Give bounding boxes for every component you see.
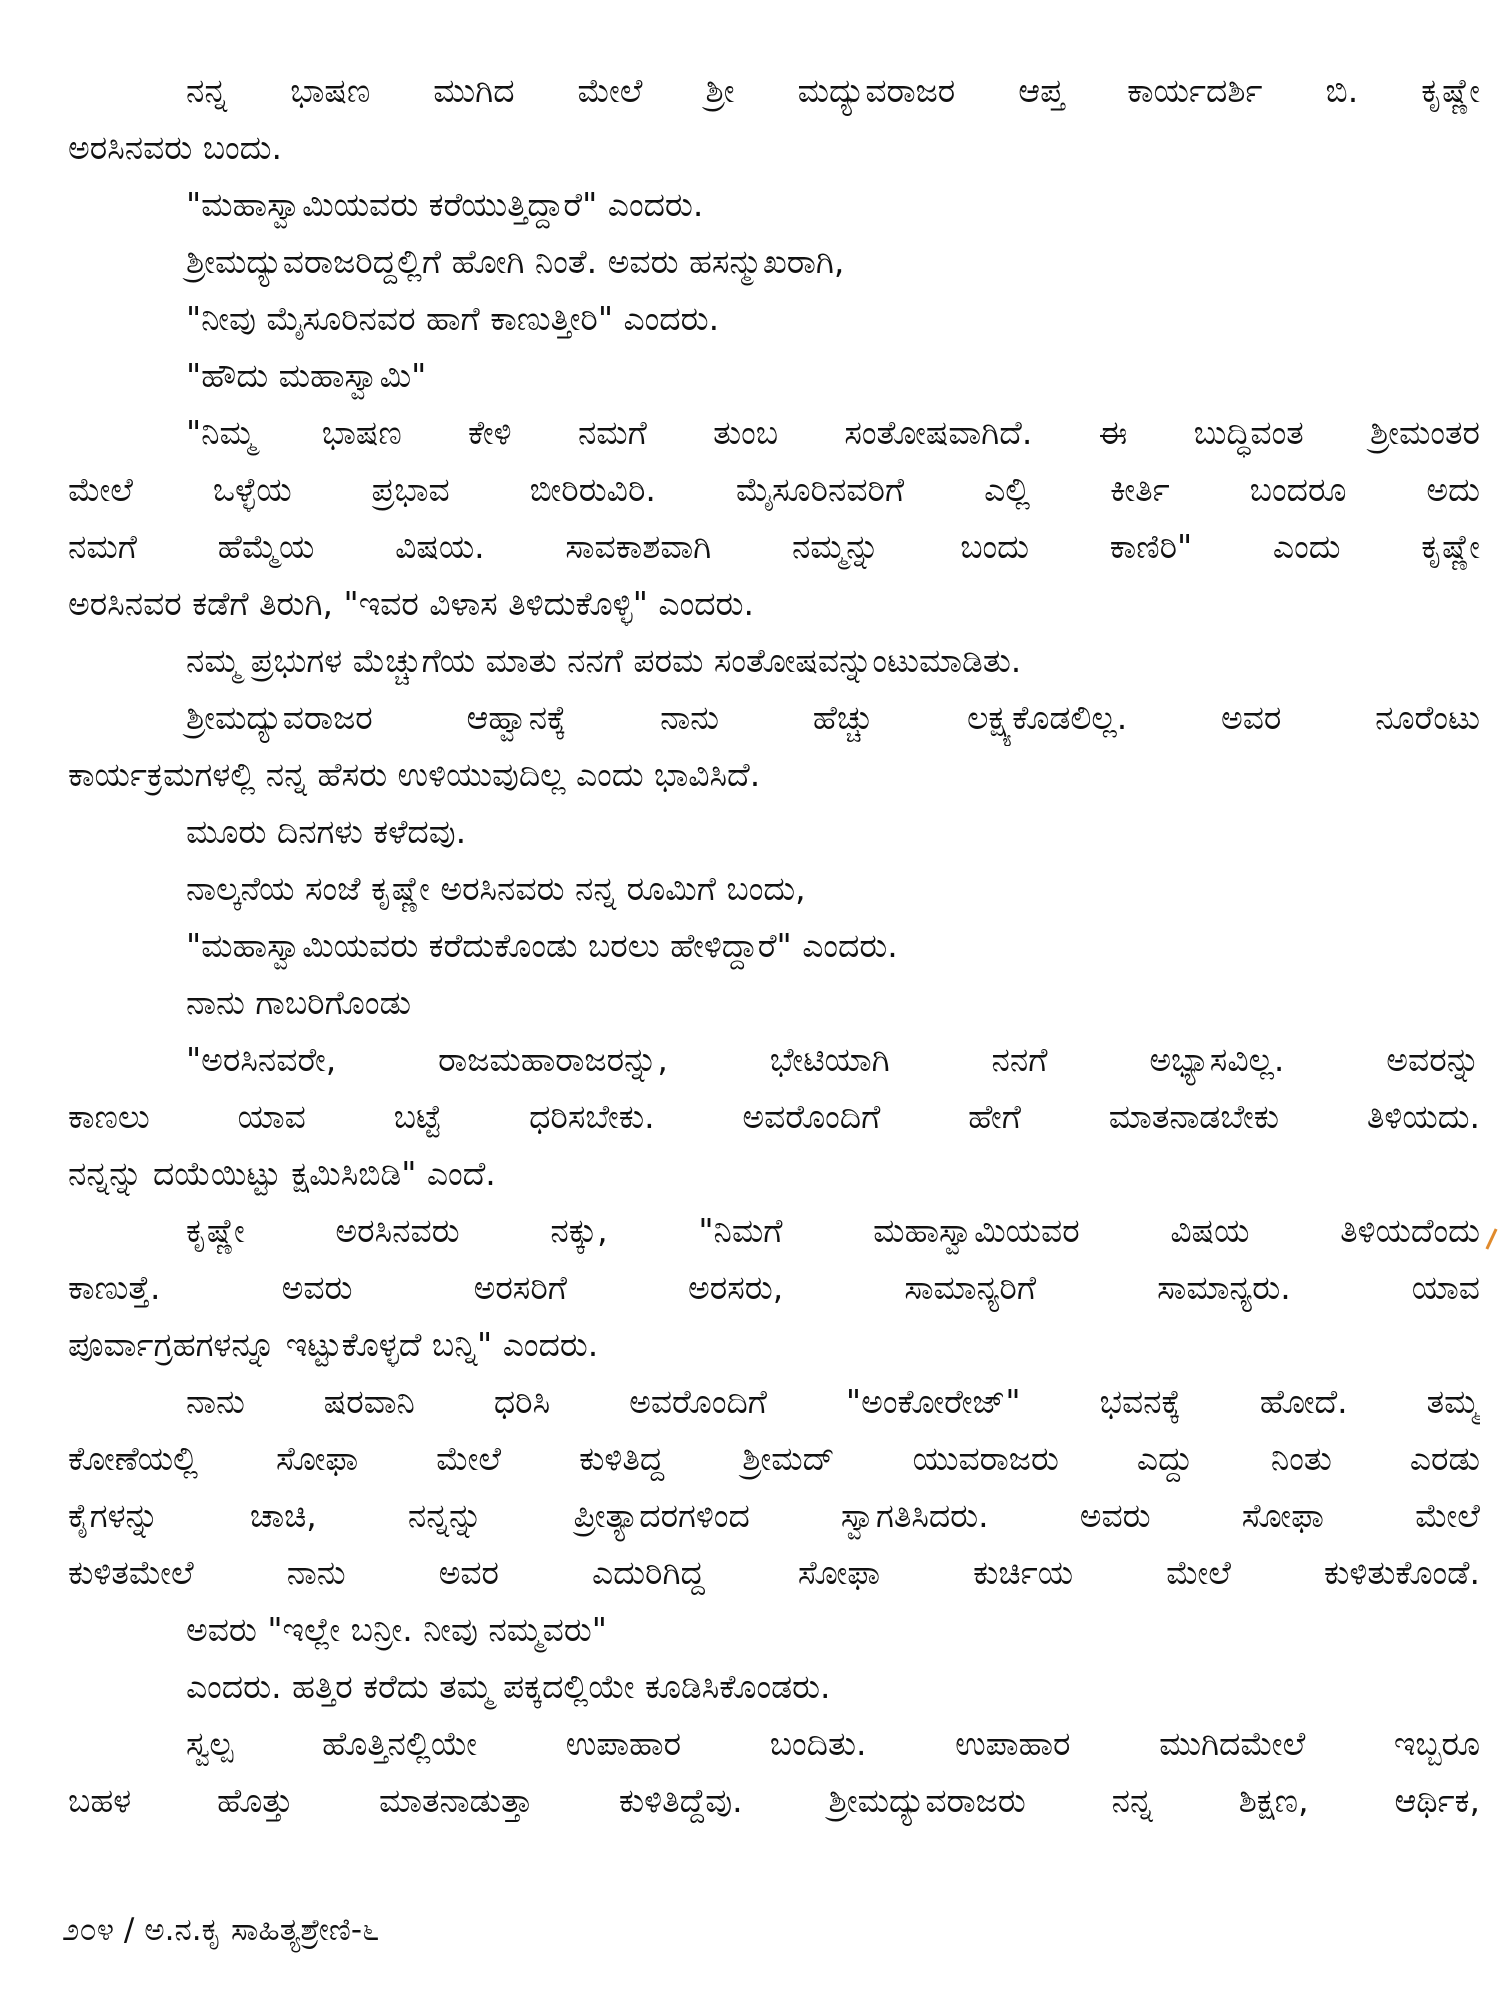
text-line: ನಮ್ಮ ಪ್ರಭುಗಳ ಮೆಚ್ಚುಗೆಯ ಮಾತು ನನಗೆ ಪರಮ ಸಂತೋಷವನ್ನುಂಟುಮಾಡಿತು. — [186, 641, 1022, 680]
text-line: ಕೋಣೆಯಲ್ಲಿ ಸೋಫಾ ಮೇಲೆ ಕುಳಿತಿದ್ದ ಶ್ರೀಮದ್ ಯುವರಾಜರು ಎದ್ದು ನಿಂತು ಎರಡು — [68, 1439, 1480, 1478]
text-line: ನನ್ನನ್ನು ದಯೆಯಿಟ್ಟು ಕ್ಷಮಿಸಿಬಿಡಿ" ಎಂದೆ. — [68, 1154, 496, 1193]
text-line: ಶ್ರೀಮದ್ಯುವರಾಜರಿದ್ದಲ್ಲಿಗೆ ಹೋಗಿ ನಿಂತೆ. ಅವರು ಹಸನ್ಮುಖರಾಗಿ, — [186, 242, 845, 281]
text-line: ಪೂರ್ವಾಗ್ರಹಗಳನ್ನೂ ಇಟ್ಟುಕೊಳ್ಳದೆ ಬನ್ನಿ" ಎಂದರು. — [68, 1325, 599, 1364]
text-line: ಶ್ರೀಮದ್ಯುವರಾಜರ ಆಹ್ವಾನಕ್ಕೆ ನಾನು ಹೆಚ್ಚು ಲಕ್ಷ್ಯಕೊಡಲಿಲ್ಲ. ಅವರ ನೂರೆಂಟು — [186, 698, 1480, 737]
text-line: ಸ್ವಲ್ಪ ಹೊತ್ತಿನಲ್ಲಿಯೇ ಉಪಾಹಾರ ಬಂದಿತು. ಉಪಾಹಾರ ಮುಗಿದಮೇಲೆ ಇಬ್ಬರೂ — [186, 1724, 1480, 1763]
text-line: ಕಾಣಲು ಯಾವ ಬಟ್ಟೆ ಧರಿಸಬೇಕು. ಅವರೊಂದಿಗೆ ಹೇಗೆ ಮಾತನಾಡಬೇಕು ತಿಳಿಯದು. — [68, 1097, 1480, 1136]
text-line: ಅರಸಿನವರು ಬಂದು. — [68, 128, 282, 167]
text-line: ಬಹಳ ಹೊತ್ತು ಮಾತನಾಡುತ್ತಾ ಕುಳಿತಿದ್ದೆವು. ಶ್ರೀಮದ್ಯುವರಾಜರು ನನ್ನ ಶಿಕ್ಷಣ, ಆರ್ಥಿಕ, — [68, 1781, 1480, 1820]
text-line: ಮೂರು ದಿನಗಳು ಕಳೆದವು. — [186, 812, 467, 851]
text-line: "ನೀವು ಮೈಸೂರಿನವರ ಹಾಗೆ ಕಾಣುತ್ತೀರಿ" ಎಂದರು. — [186, 299, 720, 338]
text-line: ಕೃಷ್ಣೇ ಅರಸಿನವರು ನಕ್ಕು, "ನಿಮಗೆ ಮಹಾಸ್ವಾಮಿಯವರ ವಿಷಯ ತಿಳಿಯದೆಂದು — [186, 1211, 1480, 1250]
text-line: ನಾನು ಷರವಾನಿ ಧರಿಸಿ ಅವರೊಂದಿಗೆ "ಅಂಕೋರೇಜ್" ಭವನಕ್ಕೆ ಹೋದೆ. ತಮ್ಮ — [186, 1382, 1480, 1421]
text-line: ನನ್ನ ಭಾಷಣ ಮುಗಿದ ಮೇಲೆ ಶ್ರೀ ಮದ್ಯುವರಾಜರ ಆಪ್ತ ಕಾರ್ಯದರ್ಶಿ ಬಿ. ಕೃಷ್ಣೇ — [186, 71, 1480, 110]
text-line: ಕೈಗಳನ್ನು ಚಾಚಿ, ನನ್ನನ್ನು ಪ್ರೀತ್ಯಾದರಗಳಿಂದ ಸ್ವಾಗತಿಸಿದರು. ಅವರು ಸೋಫಾ ಮೇಲೆ — [68, 1496, 1480, 1535]
text-line: ನಾನು ಗಾಬರಿಗೊಂಡು — [186, 983, 411, 1022]
text-line: ಕುಳಿತಮೇಲೆ ನಾನು ಅವರ ಎದುರಿಗಿದ್ದ ಸೋಫಾ ಕುರ್ಚಿಯ ಮೇಲೆ ಕುಳಿತುಕೊಂಡೆ. — [68, 1553, 1480, 1592]
scan-edge-mark — [1485, 1228, 1497, 1249]
text-line: ಮೇಲೆ ಒಳ್ಳೆಯ ಪ್ರಭಾವ ಬೀರಿರುವಿರಿ. ಮೈಸೂರಿನವರಿಗೆ ಎಲ್ಲಿ ಕೀರ್ತಿ ಬಂದರೂ ಅದು — [68, 470, 1480, 509]
text-line: ನಾಲ್ಕನೆಯ ಸಂಜೆ ಕೃಷ್ಣೇ ಅರಸಿನವರು ನನ್ನ ರೂಮಿಗೆ ಬಂದು, — [186, 869, 806, 908]
page-footer: ೨೦೪ / ಅ.ನ.ಕೃ ಸಾಹಿತ್ಯಶ್ರೇಣಿ-೬ — [62, 1912, 380, 1948]
text-line: ಕಾಣುತ್ತೆ. ಅವರು ಅರಸರಿಗೆ ಅರಸರು, ಸಾಮಾನ್ಯರಿಗೆ ಸಾಮಾನ್ಯರು. ಯಾವ — [68, 1268, 1480, 1307]
text-line: ಎಂದರು. ಹತ್ತಿರ ಕರೆದು ತಮ್ಮ ಪಕ್ಕದಲ್ಲಿಯೇ ಕೂಡಿಸಿಕೊಂಡರು. — [186, 1667, 831, 1706]
text-line: "ಅರಸಿನವರೇ, ರಾಜಮಹಾರಾಜರನ್ನು, ಭೇಟಿಯಾಗಿ ನನಗೆ ಅಭ್ಯಾಸವಿಲ್ಲ. ಅವರನ್ನು — [186, 1040, 1480, 1079]
text-line: ಅವರು "ಇಲ್ಲೇ ಬನ್ರೀ. ನೀವು ನಮ್ಮವರು" — [186, 1610, 607, 1649]
text-line: ನಮಗೆ ಹೆಮ್ಮೆಯ ವಿಷಯ. ಸಾವಕಾಶವಾಗಿ ನಮ್ಮನ್ನು ಬಂದು ಕಾಣಿರಿ" ಎಂದು ಕೃಷ್ಣೇ — [68, 527, 1480, 566]
text-line: "ಮಹಾಸ್ವಾಮಿಯವರು ಕರೆಯುತ್ತಿದ್ದಾರೆ" ಎಂದರು. — [186, 185, 704, 224]
text-line: "ಮಹಾಸ್ವಾಮಿಯವರು ಕರೆದುಕೊಂಡು ಬರಲು ಹೇಳಿದ್ದಾರೆ" ಎಂದರು. — [186, 926, 898, 965]
text-line: "ಹೌದು ಮಹಾಸ್ವಾಮಿ" — [186, 356, 427, 395]
text-line: "ನಿಮ್ಮ ಭಾಷಣ ಕೇಳಿ ನಮಗೆ ತುಂಬ ಸಂತೋಷವಾಗಿದೆ. ಈ ಬುದ್ಧಿವಂತ ಶ್ರೀಮಂತರ — [186, 413, 1480, 452]
text-line: ಕಾರ್ಯಕ್ರಮಗಳಲ್ಲಿ ನನ್ನ ಹೆಸರು ಉಳಿಯುವುದಿಲ್ಲ ಎಂದು ಭಾವಿಸಿದೆ. — [68, 755, 761, 794]
body-text — [68, 62, 1480, 1829]
text-line: ಅರಸಿನವರ ಕಡೆಗೆ ತಿರುಗಿ, "ಇವರ ವಿಳಾಸ ತಿಳಿದುಕೊಳ್ಳಿ" ಎಂದರು. — [68, 584, 754, 623]
